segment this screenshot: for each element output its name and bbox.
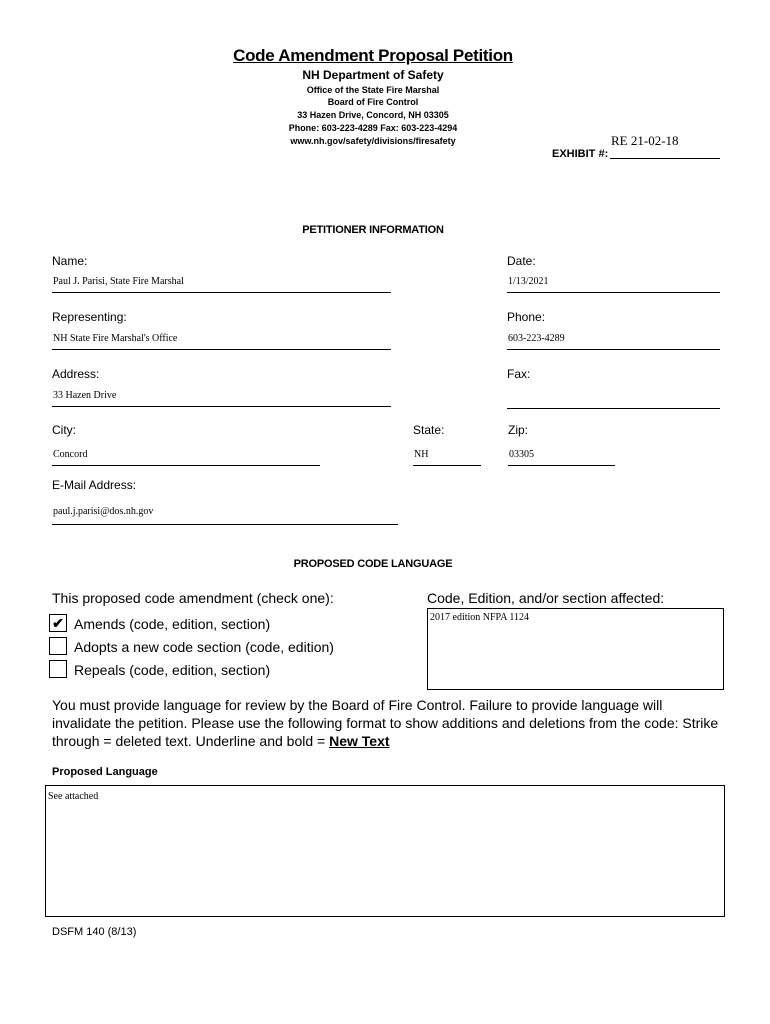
header-phone-fax: Phone: 603-223-4289 Fax: 603-223-4294 [288, 123, 458, 133]
affected-label: Code, Edition, and/or section affected: [427, 590, 665, 606]
phone-field[interactable]: 603-223-4289 [508, 333, 565, 344]
instructions-text [52, 696, 722, 750]
state-underline [413, 465, 481, 466]
name-label: Name: [52, 254, 88, 268]
form-title: Code Amendment Proposal Petition [233, 46, 513, 65]
representing-label: Representing: [52, 310, 127, 324]
exhibit-number: RE 21-02-18 [611, 133, 679, 148]
exhibit-label: EXHIBIT #: [552, 148, 609, 160]
email-underline [52, 524, 398, 525]
instructions-body: You must provide language for review by the Board of Fire Control. Failure to provide language will invalidate the petition. Please use the following format to show additions and deletions from the code: Strike through = deleted text. Underline and bold = [52, 697, 719, 749]
adopts-option-label: Adopts a new code section (code, edition) [74, 639, 334, 655]
affected-section-box[interactable] [427, 608, 724, 690]
zip-label: Zip: [508, 423, 529, 437]
form-id: DSFM 140 (8/13) [52, 926, 137, 938]
address-underline [52, 406, 391, 407]
email-label: E-Mail Address: [52, 478, 137, 492]
office-name: Office of the State Fire Marshal [306, 85, 440, 95]
date-field[interactable]: 1/13/2021 [508, 276, 549, 287]
repeals-checkbox[interactable] [49, 660, 67, 678]
header-website: www.nh.gov/safety/divisions/firesafety [290, 136, 456, 146]
affected-section-value: 2017 edition NFPA 1124 [430, 612, 529, 623]
repeals-option-label: Repeals (code, edition, section) [74, 662, 271, 678]
city-underline [52, 465, 320, 466]
name-underline [52, 292, 391, 293]
proposed-language-label: Proposed Language [52, 766, 158, 778]
name-field[interactable]: Paul J. Parisi, State Fire Marshal [53, 276, 184, 287]
amends-option-label: Amends (code, edition, section) [74, 616, 271, 632]
phone-underline [507, 349, 720, 350]
representing-underline [52, 349, 391, 350]
date-underline [507, 292, 720, 293]
zip-underline [508, 465, 615, 466]
new-text-sample: New Text [329, 733, 390, 749]
zip-field[interactable]: 03305 [509, 449, 534, 460]
amends-checkbox[interactable]: ✔ [49, 614, 67, 632]
address-field[interactable]: 33 Hazen Drive [53, 390, 117, 401]
proposed-language-value: See attached [48, 791, 99, 802]
header-address: 33 Hazen Drive, Concord, NH 03305 [297, 110, 449, 120]
state-field[interactable]: NH [414, 449, 429, 460]
date-label: Date: [507, 254, 536, 268]
check-prompt: This proposed code amendment (check one): [52, 590, 334, 606]
state-label: State: [413, 423, 445, 437]
city-label: City: [52, 423, 76, 437]
phone-label: Phone: [507, 310, 546, 324]
representing-field[interactable]: NH State Fire Marshal's Office [53, 333, 178, 344]
fax-underline [507, 408, 720, 409]
fax-label: Fax: [507, 367, 531, 381]
exhibit-underline [610, 158, 720, 159]
address-label: Address: [52, 367, 100, 381]
city-field[interactable]: Concord [53, 449, 88, 460]
proposed-language-box[interactable] [45, 785, 725, 917]
petitioner-heading: PETITIONER INFORMATION [302, 224, 444, 236]
adopts-checkbox[interactable] [49, 637, 67, 655]
board-name: Board of Fire Control [327, 97, 419, 107]
email-field[interactable]: paul.j.parisi@dos.nh.gov [53, 506, 154, 517]
department-name: NH Department of Safety [302, 68, 444, 82]
proposal-heading: PROPOSED CODE LANGUAGE [293, 558, 453, 570]
